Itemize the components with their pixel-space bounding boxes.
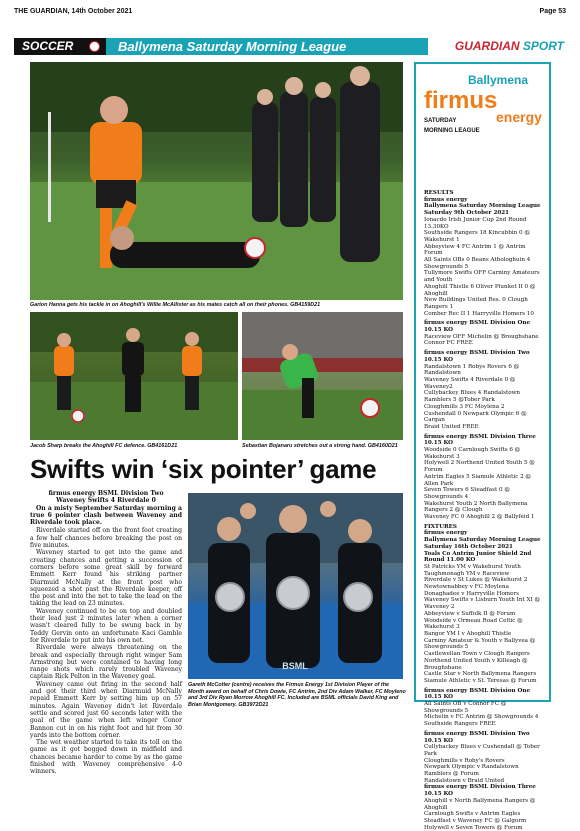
result-line: Cullybackey Blues v Cushendall @ Tober Park [424, 744, 540, 757]
guardian-sport-logo [428, 38, 566, 55]
result-line: Connor FC FREE [424, 340, 473, 347]
result-line: Southside Rangers 18 Kincubbin 0 @ Wakehurst 1 [424, 230, 530, 243]
result-line: Randalstown v Braid United [424, 777, 505, 784]
soccer-label: SOCCER [22, 39, 74, 53]
result-line: Holywell 2 Northend United Youth 5 @ Forum [424, 460, 535, 474]
result-line: Raceview OFF Michelin @ Broughshane [424, 333, 539, 340]
logo-energy: energy [496, 109, 542, 125]
result-line: RESULTS [424, 190, 454, 196]
firmus-energy-logo [422, 70, 543, 142]
players-illustration [30, 312, 238, 440]
page-number: Page 53 [539, 8, 566, 15]
result-line: Braid United FREE [424, 423, 479, 430]
result-line: Randalstown 1 Robys Rovers 6 @ Randalstown [424, 363, 520, 377]
article-headline: Swifts win ‘six pointer’ game [30, 454, 377, 484]
brand-guardian: GUARDIAN [454, 39, 520, 53]
result-line: Ballymena Saturday Morning League [424, 203, 541, 210]
svg-text:BSML: BSML [282, 661, 308, 671]
result-line: Ahoghill v North Ballymena Rangers @ Ahoghill [424, 797, 536, 811]
result-line: Cloughmills v Roby's Rovers [424, 757, 505, 764]
paragraph: Waveney started to get into the game and creating chances and getting a succession of corners before some great skill by forward Emmett Kerr found his striking partner Diarmuid McNally at the front post who squeezed a shot past the Riverdale keeper, off the post and into the net to take the lead on the taking the lead on 23 minutes. [30, 549, 182, 608]
result-line: All Saints OB v Connor FC @ Showgrounds 5 [424, 701, 507, 714]
result-line: firmus energy BSML Division One 10.15 KO [424, 320, 531, 334]
result-line: Woodside 0 Carnlough Swifts 6 @ Wakehurst 3 [424, 447, 521, 460]
section-title: Ballymena Saturday Morning League [118, 39, 347, 54]
result-line: Abbeyview 4 FC Antrim 1 @ Antrim Forum [424, 243, 526, 257]
result-line: New Buildings United Res. 0 Clough Rangers 1 [424, 297, 528, 310]
result-line: Ballymena Saturday Morning League [424, 537, 541, 544]
soccer-section-tag [14, 38, 106, 55]
result-line: firmus energy BSML Division Three 10.15 KO [424, 784, 536, 798]
match-report [30, 490, 182, 776]
result-line: Michelin v FC Antrim @ Showgrounds 4 [424, 714, 539, 721]
result-line: Castlewellan Town v Clough Rangers [424, 651, 530, 658]
result-line: Saturday 16th October 2021 [424, 543, 513, 550]
result-line: Bangor YM I v Ahoghill Thistle [424, 631, 512, 637]
result-line: Northend United Youth v Killeagh @ Broughshane [424, 657, 528, 671]
result-line: firmus energy BSML Division One 10.15 KO [424, 687, 531, 701]
newspaper-date: THE GUARDIAN, 14th October 2021 [14, 8, 133, 15]
result-line: Carniny Amateur & Youth v Ballyvea @ Showgrounds 5 [424, 637, 536, 651]
result-line: Seven Towers 6 Steadfast 0 @ Showgrounds 4 [424, 487, 510, 500]
result-line: Toals Co Antrim Junior Shield 2nd Round 11.00 KO [424, 550, 532, 564]
result-line: firmus energy [424, 530, 468, 537]
result-line: Cloughmills 3 FC Moylena 2 [424, 403, 505, 410]
result-line: firmus energy [424, 196, 468, 203]
result-line: Waveney Swifts 4 Riverdale 0 @ Waveney2 [424, 376, 516, 390]
award-photo-caption: Gareth McCotter (centre) receives the Firmus Energy 1st Division Player of the Month award on behalf of Chris Dowie, FC Antrim, 2nd Div Adam Walker, FC Moyleno and 3rd Div Ryan Morrow Ahoghill FC. Included are BSML officials David King and Brian Montgomery. GB3972D21 [188, 682, 406, 708]
goalkeeper-photo [242, 312, 403, 440]
division-label: firmus energy BSML Division Two [48, 490, 164, 497]
logo-saturday: SATURDAY [424, 118, 457, 124]
page-header [14, 6, 566, 18]
main-photo-caption: Garion Hanna gets his tackle in on Ahoghill's Willie McAllister as his mates catch all on their phones. GB4159D21 [30, 302, 321, 308]
result-line: Waveney Swifts v Lisburn Youth Int XI @ Waveney 2 [424, 597, 541, 611]
result-line: Saturday 9th October 2021 [424, 210, 510, 217]
brand-sport: SPORT [522, 39, 564, 53]
result-line: St Patricks YM v Wakehurst Youth [424, 563, 521, 570]
result-line: All Saints OBs 0 Beans Athologhuin 4 Showgrounds 5 [424, 257, 531, 270]
result-line: Ahoghill Thistle 6 Oliver Plunket II 0 @ Ahoghill [424, 283, 536, 297]
logo-morning-league: MORNING LEAGUE [424, 128, 480, 134]
result-line: Cushendall 0 Newpark Olympic 6 @ Cargan [424, 410, 527, 424]
result-line: Comber Rec II 1 Harryville Homers 10 [424, 310, 534, 317]
award-illustration [188, 493, 403, 679]
tackle-illustration [30, 62, 403, 300]
result-line: Ionacdo Irish Junior Cup 2nd Round 13.30KO [424, 216, 527, 230]
result-line: Taughmonagh YM v Raceview [424, 570, 510, 577]
results-sidebar [414, 62, 551, 831]
result-line: firmus energy BSML Division Two 10.15 KO [424, 350, 530, 363]
result-line: Southside Rangers FREE [424, 721, 496, 728]
result-line: firmus energy BSML Division Two 10.15 KO [424, 730, 530, 744]
main-match-photo [30, 62, 403, 300]
left-photo-caption: Jacob Sharp breaks the Ahoghill FC defence. GB4161D21 [30, 443, 178, 449]
logo-ballymena: Ballymena [468, 73, 529, 87]
result-line: firmus energy BSML Division Three 10.15 KO [424, 433, 536, 447]
paragraph: Waveney continued to be on top and doubled their lead just 2 minutes later when a corner wasn't cleared fully to be swung back in by Teddy Gervin onto an unfortunate Kaci Gamble for Riverdale to put into his own net. [30, 607, 182, 644]
result-line: Newtownabbey v FC Moylena [424, 584, 509, 591]
result-line: Steadfast v Waveney FC @ Galgorm [424, 817, 527, 824]
result-line: Abbeyview v Suffolk II @ Forum [424, 610, 516, 617]
award-photo [188, 493, 403, 679]
section-banner [14, 38, 566, 55]
goalkeeper-illustration [242, 312, 403, 440]
result-line: Siamule Athletic v St. Teresas @ Forum [424, 677, 537, 684]
sharp-break-photo [30, 312, 238, 440]
logo-firmus: firmus [424, 87, 498, 114]
result-line: Newpark Olympic v Randalstown Ramblers @ Forum [424, 764, 519, 778]
result-line: Riverdale v St Lukes @ Wakehurst 2 [424, 577, 528, 584]
football-icon [89, 41, 100, 52]
paragraph: Waveney came out firing in the second half and got their third when Diarmuid McNally repaid Emmett Kerr by setting him up on 57 minutes. Again Waveney didn't let Riverdale settle and scored just 60 seconds later with the goal of the game when left winger Conor Bannon cut in on his right foot and hit from 30 yards into the bottom corner. [30, 680, 182, 739]
result-line: Cullybackey Blues 4 Randalstown Ramblers 5 @Tober Park [424, 390, 520, 404]
result-line: Holywell v Seven Towers @ Forum [424, 824, 523, 831]
result-line: Antrim Eagles 5 Siamule Athletic 2 @ Allen Park [424, 473, 532, 487]
right-photo-caption: Sebastian Bojanaru stretches out a strong hand. GB4160D21 [242, 443, 398, 449]
result-line: Donaghadee v Harryville Homers [424, 590, 519, 597]
result-line: Woodside v Ormeau Road Celtic @ Wakehurst 3 [424, 617, 523, 631]
paragraph: Riverdale started off on the front foot creating a few half chances before breaking the post on five minutes. [30, 527, 182, 550]
result-line: Tullymore Swifts OFF Carniny Amateurs and Youth [424, 270, 540, 284]
result-line: Castle Star v North Ballymena Rangers [424, 671, 537, 678]
paragraph: The wet weather started to take its toll on the game as it got bogged down in midfield and chances became harder to come by as the game finished with Waveney comprehensive 4-0 winners. [30, 739, 182, 776]
results-fixtures-list [424, 190, 544, 831]
result-line: FIXTURES [424, 523, 457, 530]
scoreline: Waveney Swifts 4 Riverdale 0 [56, 497, 156, 505]
result-line: Waveney FC 0 Ahoghill 2 @ Ballyfeid 1 [424, 514, 535, 521]
result-line: Wakehurst Youth 2 North Ballymena Rangers 2 @ Clough [424, 500, 528, 514]
result-line: Carnlough Swifts v Antrim Eagles [424, 811, 521, 818]
lead-paragraph: On a misty September Saturday morning a true 6 pointer clash between Waveney and Riverdale took place. [30, 504, 182, 527]
paragraph: Riverdale were always threatening on the break and especially through right winger Sam Armstrong but were contained to having long range shots which rarely troubled Waveney captain Rick Pelton in the Waveney goal. [30, 644, 182, 681]
